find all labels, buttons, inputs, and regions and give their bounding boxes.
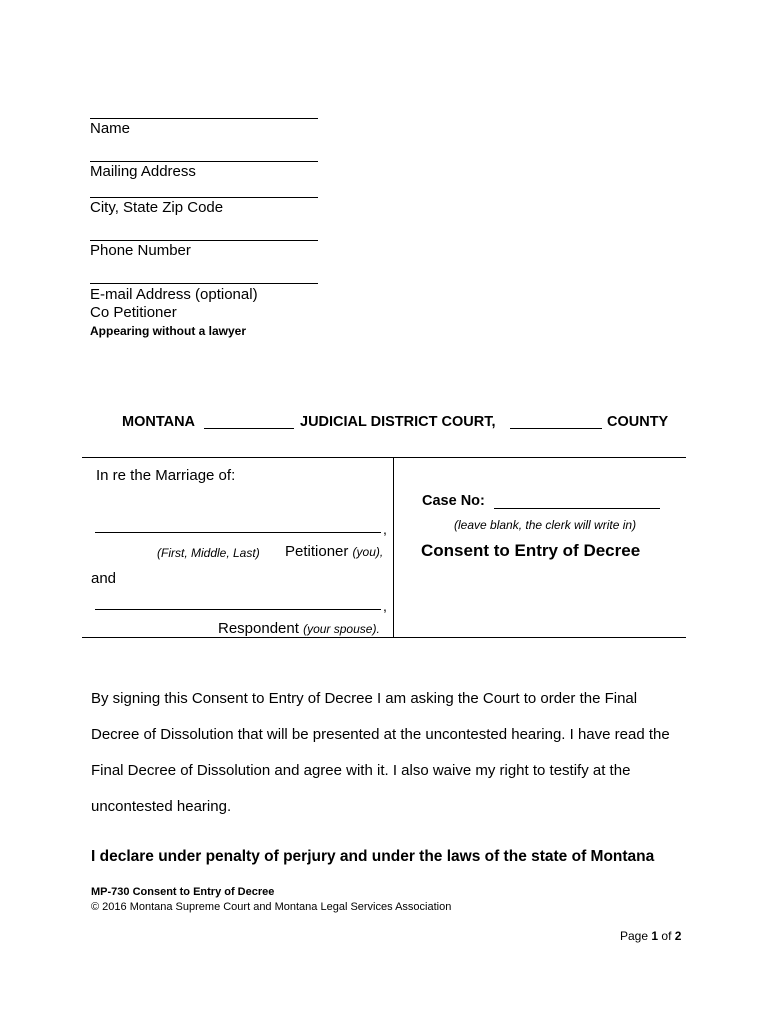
page-prefix: Page [620, 929, 649, 943]
respondent-hint: (your spouse). [303, 622, 380, 636]
form-id: MP-730 Consent to Entry of Decree [91, 886, 275, 898]
page-total: 2 [674, 929, 682, 943]
mailing-address-line[interactable] [90, 161, 318, 162]
court-judicial: JUDICIAL DISTRICT COURT, [300, 414, 496, 430]
email-line[interactable] [90, 283, 318, 284]
document-title: Consent to Entry of Decree [421, 541, 641, 560]
respondent-comma: , [383, 598, 387, 614]
petitioner-text: Petitioner [285, 543, 349, 560]
respondent-label [218, 620, 380, 637]
petitioner-name-line[interactable] [95, 532, 381, 533]
page-number [620, 929, 681, 943]
case-no-hint: (leave blank, the clerk will write in) [454, 518, 637, 532]
caption-top-rule [82, 457, 686, 458]
name-hint: (First, Middle, Last) [157, 546, 260, 560]
body-line-2: Decree of Dissolution that will be presented at the uncontested hearing. I have read the [91, 726, 670, 743]
case-no-label: Case No: [422, 493, 485, 509]
city-state-zip-line[interactable] [90, 197, 318, 198]
phone-line[interactable] [90, 240, 318, 241]
page-of: of [661, 929, 672, 943]
in-re-marriage: In re the Marriage of: [96, 467, 236, 484]
email-label: E-mail Address (optional) [90, 286, 258, 303]
respondent-name-line[interactable] [95, 609, 381, 610]
petitioner-label [285, 543, 383, 560]
petitioner-comma: , [383, 521, 387, 537]
phone-label: Phone Number [90, 242, 191, 259]
body-line-3: Final Decree of Dissolution and agree with it. I also waive my right to testify at the [91, 762, 631, 779]
city-state-zip-label: City, State Zip Code [90, 199, 224, 216]
caption-bottom-rule [82, 637, 686, 638]
court-county: COUNTY [607, 414, 669, 430]
page-current: 1 [651, 929, 659, 943]
mailing-address-label: Mailing Address [90, 163, 196, 180]
respondent-text: Respondent [218, 620, 299, 637]
case-no-line[interactable] [494, 508, 660, 509]
declaration: I declare under penalty of perjury and under the laws of the state of Montana [91, 848, 655, 865]
and-label: and [91, 570, 117, 587]
appearing-label: Appearing without a lawyer [90, 324, 247, 338]
name-label: Name [90, 120, 131, 137]
body-line-4: uncontested hearing. [91, 798, 232, 815]
copyright: © 2016 Montana Supreme Court and Montana Legal Services Association [91, 901, 452, 913]
body-line-1: By signing this Consent to Entry of Decree I am asking the Court to order the Final [91, 690, 638, 707]
petitioner-hint: (you), [352, 545, 384, 559]
court-state: MONTANA [122, 414, 196, 430]
role-label: Co Petitioner [90, 304, 177, 321]
caption-divider [393, 457, 394, 637]
name-line[interactable] [90, 118, 318, 119]
